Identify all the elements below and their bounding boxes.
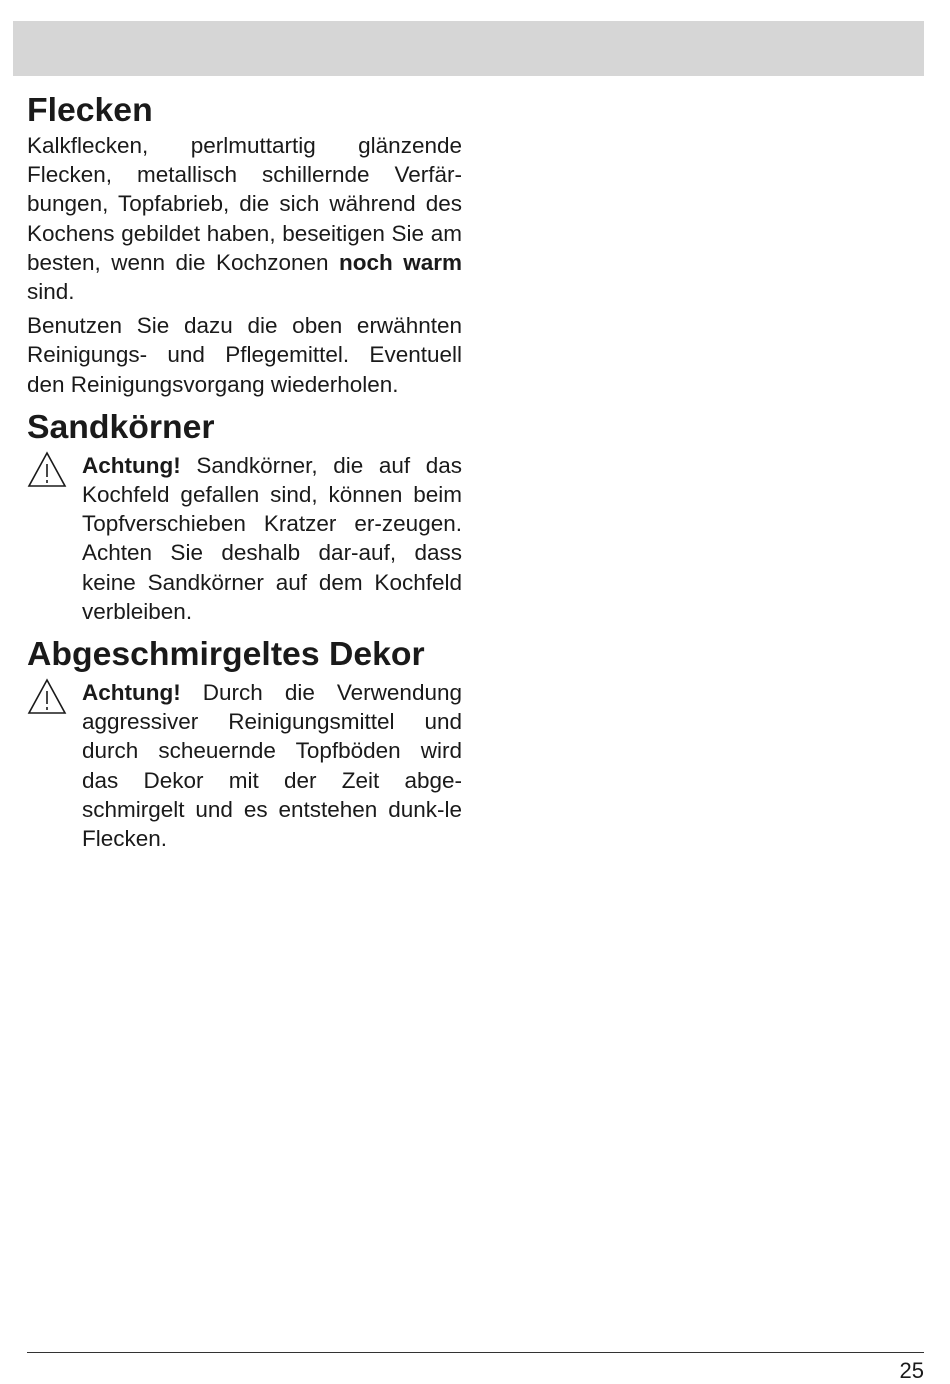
sandkoerner-warning [27, 451, 462, 626]
section-heading-flecken: Flecken [27, 91, 153, 129]
page-number: 25 [899, 1358, 924, 1383]
flecken-paragraph-1-end: sind. [27, 279, 75, 305]
flecken-paragraph-2: Benutzen Sie dazu die oben erwähnten Reinigungs- und Pflegemittel. Eventuell den Reinigungsvorgang wiederholen. [27, 313, 462, 397]
dekor-warning-label: Achtung! [82, 680, 181, 706]
sandkoerner-warning-label: Achtung! [82, 452, 181, 478]
sandkoerner-warning-text [82, 451, 462, 626]
content-column [27, 91, 462, 853]
section-heading-dekor: Abgeschmirgeltes Dekor [27, 635, 425, 674]
header-bar [13, 21, 924, 76]
flecken-paragraph-1 [27, 131, 462, 306]
flecken-paragraph-1-text: Kalkflecken, perlmuttartig glänzende Flecken, metallisch schillernde Verfär-bungen, Topfabrieb, die sich während des Kochens gebildet haben, beseitigen Sie am besten, wenn die Kochzonen [27, 133, 462, 275]
dekor-warning-text [82, 678, 462, 853]
warning-triangle-icon [27, 451, 67, 489]
dekor-warning [27, 678, 462, 853]
flecken-paragraph-1-bold: noch warm [339, 249, 462, 275]
footer-rule [27, 1352, 924, 1353]
sandkoerner-warning-body: Sandkörner, die auf das Kochfeld gefallen sind, können beim Topfverschieben Kratzer er-zeugen. Achten Sie deshalb dar-auf, dass keine Sandkörner auf dem Kochfeld verbleiben. [82, 452, 462, 624]
dekor-warning-body: Durch die Verwendung aggressiver Reinigungsmittel und durch scheuernde Topfböden wird das Dekor mit der Zeit abge-schmirgelt und es entstehen dunk-le Flecken. [82, 680, 462, 852]
warning-triangle-icon [27, 678, 67, 716]
section-heading-sandkoerner: Sandkörner [27, 407, 215, 446]
